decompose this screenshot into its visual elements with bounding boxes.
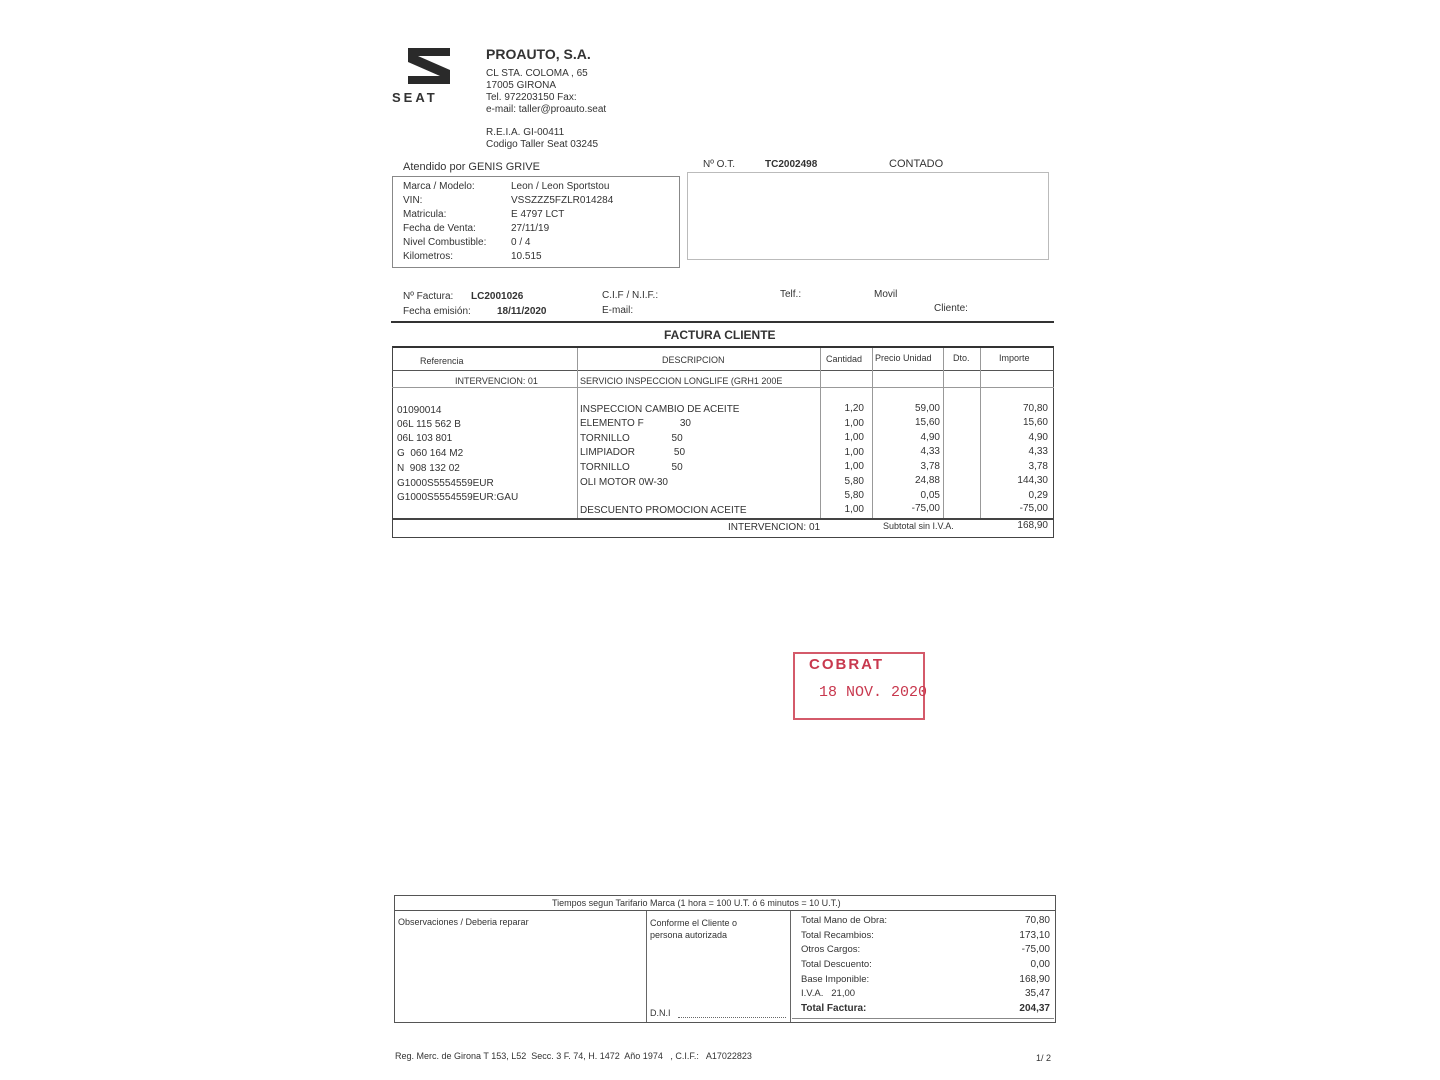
totals-label: Total Recambios: [801,930,874,941]
row-qty: 1,00 [844,461,864,472]
row-amount: 15,60 [1022,417,1048,428]
row-price: -75,00 [911,503,940,514]
row-qty: 1,00 [844,432,864,443]
col-header-dto: Dto. [953,353,970,363]
row-price: 59,00 [914,403,940,414]
table-intervention-line [392,387,1054,388]
summary-header-line [394,910,1056,911]
vehicle-value: Leon / Leon Sportstou [511,181,610,192]
row-ref: 01090014 [397,405,442,416]
cif-label: C.I.F / N.I.F.: [602,290,659,301]
col-header-amount: Importe [999,353,1030,363]
row-amount: 3,78 [1028,461,1048,472]
conforme-line-1: Conforme el Cliente o [650,918,738,928]
row-amount: 70,80 [1022,403,1048,414]
attended-by: Atendido por GENIS GRIVE [403,161,540,173]
company-phone: Tel. 972203150 Fax: [486,92,577,103]
row-qty: 1,20 [844,403,864,414]
col-header-desc: DESCRIPCION [662,355,725,365]
total-invoice-value: 204,37 [1019,1003,1050,1014]
row-amount: 4,90 [1028,432,1048,443]
company-address-1: CL STA. COLOMA , 65 [486,68,588,79]
row-desc: TORNILLO 50 [580,433,683,444]
row-amount: 4,33 [1028,446,1048,457]
table-row [0,490,1440,504]
paid-stamp [793,652,928,720]
row-price: 0,05 [920,490,940,501]
vehicle-label: VIN: [403,195,423,206]
row-price: 4,33 [920,446,940,457]
row-ref: 06L 115 562 B [397,419,461,430]
observaciones-label: Observaciones / Deberia reparar [398,917,529,927]
row-qty: 1,00 [844,418,864,429]
divider [391,321,1054,323]
table-row [0,403,1440,417]
tiempos-note: Tiempos segun Tarifario Marca (1 hora = 100 U.T. ó 6 minutos = 10 U.T.) [552,898,841,908]
row-ref: G1000S5554559EUR [397,478,494,489]
seat-s-icon [404,46,454,86]
stamp-date: 18 NOV. 2020 [819,684,928,701]
table-header-line [392,370,1054,371]
vehicle-label: Nivel Combustible: [403,237,487,248]
vehicle-label: Matricula: [403,209,447,220]
table-row [0,504,1440,518]
row-qty: 5,80 [844,490,864,501]
intervention-desc: SERVICIO INSPECCION LONGLIFE (GRH1 200E [580,376,783,386]
email-label: E-mail: [602,305,634,316]
brand-wordmark: SEAT [392,90,438,105]
vehicle-label: Kilometros: [403,251,454,262]
company-reia: R.E.I.A. GI-00411 [486,127,565,138]
row-qty: 1,00 [844,447,864,458]
totals-label: Base Imponible: [801,974,870,985]
conforme-line-2: persona autorizada [650,930,728,940]
table-subtotal-line [392,518,1054,520]
col-header-price: Precio Unidad [875,353,932,363]
total-invoice-label: Total Factura: [801,1003,867,1014]
ot-label: Nº O.T. [703,159,735,170]
row-amount: 144,30 [1017,475,1048,486]
totals-value: -75,00 [1021,944,1050,955]
row-desc: LIMPIADOR 50 [580,447,686,458]
row-qty: 1,00 [844,504,864,515]
table-row [0,461,1440,475]
summary-divider [790,911,791,1022]
row-amount: 0,29 [1028,490,1048,501]
row-ref: G 060 164 M2 [397,448,464,459]
summary-divider [646,911,647,1022]
vehicle-label: Fecha de Venta: [403,223,476,234]
total-line [792,1018,1054,1019]
company-address-2: 17005 GIRONA [486,80,557,91]
workshop-code: Codigo Taller Seat 03245 [486,139,599,150]
vehicle-label: Marca / Modelo: [403,181,475,192]
row-amount: -75,00 [1019,503,1048,514]
invoice-number-label: Nº Factura: [403,291,454,302]
invoice-title: FACTURA CLIENTE [664,328,776,342]
row-price: 3,78 [920,461,940,472]
table-row [0,476,1440,490]
company-name: PROAUTO, S.A. [486,46,591,62]
movil-label: Movil [874,289,898,300]
payment-method: CONTADO [889,158,944,170]
row-desc: TORNILLO 50 [580,462,683,473]
page-number: 1/ 2 [1036,1053,1052,1063]
vehicle-value: 10.515 [511,251,542,262]
totals-value: 35,47 [1024,988,1050,999]
totals-value: 168,90 [1019,974,1050,985]
invoice-number: LC2001026 [471,291,524,302]
table-row [0,447,1440,461]
subtotal-label: Subtotal sin I.V.A. [883,521,954,531]
row-desc: INSPECCION CAMBIO DE ACEITE [580,404,740,415]
subtotal-value: 168,90 [1017,520,1048,531]
col-header-qty: Cantidad [826,354,863,364]
invoice-date-label: Fecha emisión: [403,306,471,317]
totals-label: Total Descuento: [801,959,872,970]
dni-signature-line [678,1017,786,1018]
table-row [0,432,1440,446]
row-qty: 5,80 [844,476,864,487]
seat-logo [392,46,464,108]
legal-registry: Reg. Merc. de Girona T 153, L52 Secc. 3 F. 74, H. 1472 Año 1974 , C.I.F.: A17022823 [395,1051,752,1061]
row-ref: G1000S5554559EUR:GAU [397,492,519,503]
totals-value: 173,10 [1019,930,1050,941]
row-desc: DESCUENTO PROMOCION ACEITE [580,505,747,516]
row-desc: ELEMENTO F 30 [580,418,691,429]
row-price: 15,60 [914,417,940,428]
row-ref: 06L 103 801 [397,433,453,444]
row-ref: N 908 132 02 [397,463,460,474]
vehicle-value: 0 / 4 [511,237,531,248]
row-price: 24,88 [914,475,940,486]
col-header-ref: Referencia [420,356,464,366]
row-desc: OLI MOTOR 0W-30 [580,477,668,488]
tel-label: Telf.: [780,289,802,300]
totals-label: I.V.A. 21,00 [801,988,856,999]
company-email: e-mail: taller@proauto.seat [486,104,607,115]
subtotal-intervention: INTERVENCION: 01 [728,522,821,533]
stamp-title: COBRAT [809,656,885,673]
totals-value: 0,00 [1030,959,1050,970]
totals-label: Otros Cargos: [801,944,861,955]
vehicle-value: E 4797 LCT [511,209,565,220]
intervention-label: INTERVENCION: 01 [455,376,538,386]
cliente-label: Cliente: [934,303,968,314]
vehicle-value: 27/11/19 [511,223,550,234]
ot-number: TC2002498 [765,159,818,170]
totals-label: Total Mano de Obra: [801,915,888,926]
table-row [0,418,1440,432]
summary-box [394,895,1056,1023]
invoice-date: 18/11/2020 [497,306,547,317]
row-price: 4,90 [920,432,940,443]
totals-value: 70,80 [1024,915,1050,926]
client-box [687,172,1049,260]
vehicle-value: VSSZZZ5FZLR014284 [511,195,614,206]
dni-label: D.N.I [650,1008,671,1018]
